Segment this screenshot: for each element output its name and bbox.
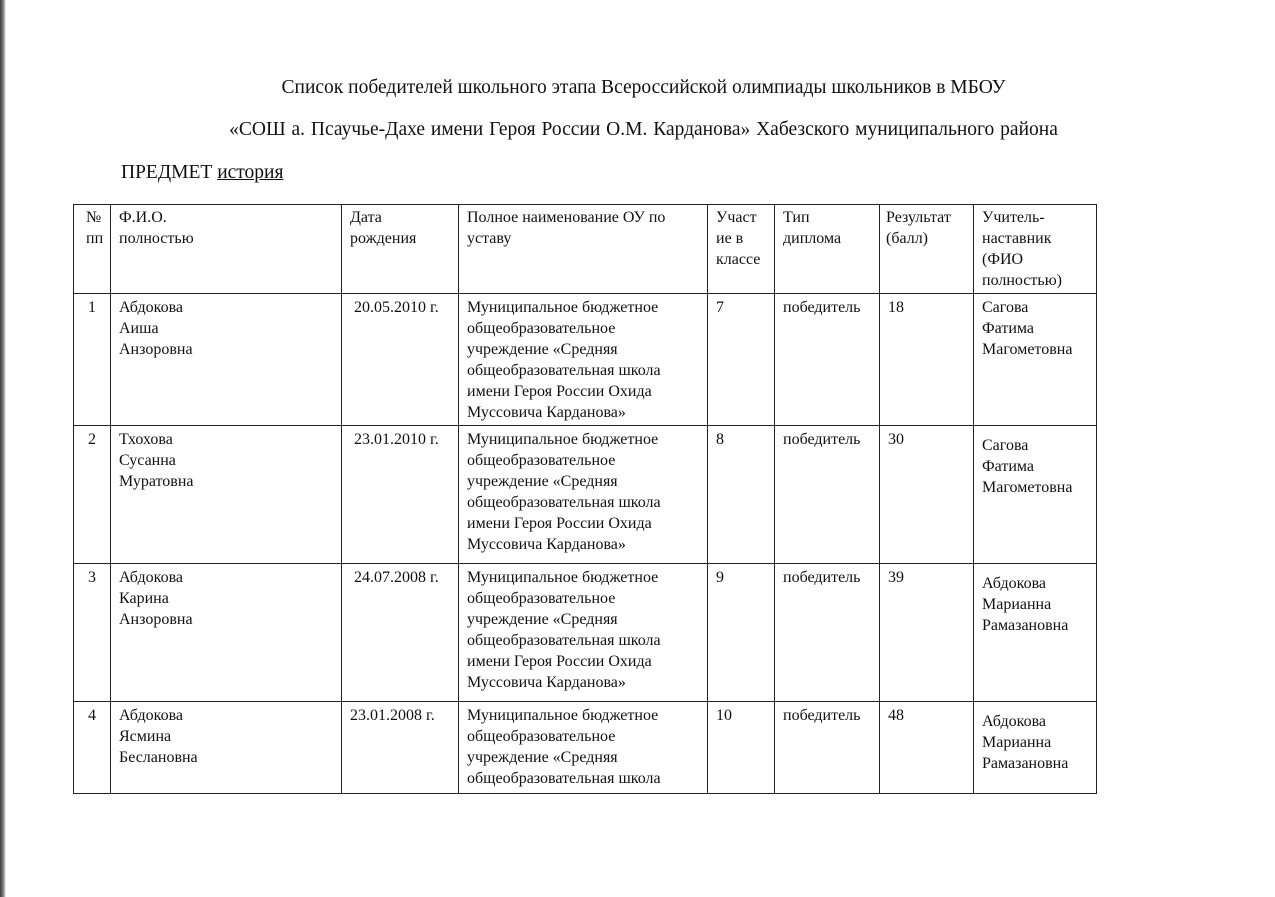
cell-score: 18: [880, 294, 974, 426]
cell-diploma: победитель: [775, 294, 880, 426]
cell-birth-date: 23.01.2008 г.: [342, 702, 459, 794]
col-header-score: Результат (балл): [880, 205, 974, 294]
table-row: [74, 426, 1097, 564]
cell-score: 48: [880, 702, 974, 794]
cell-name: Абдокова Карина Анзоровна: [111, 564, 342, 702]
table-row: [74, 702, 1097, 794]
cell-name: Абдокова Аиша Анзоровна: [111, 294, 342, 426]
subject-line: [121, 162, 283, 184]
subject-label: ПРЕДМЕТ: [121, 162, 213, 183]
cell-school: Муниципальное бюджетное общеобразовательное учреждение «Средняя общеобразовательная школа имени Героя России Охида Муссовича Карданова»: [459, 564, 708, 702]
cell-grade: 7: [708, 294, 775, 426]
cell-school: Муниципальное бюджетное общеобразовательное учреждение «Средняя общеобразовательная школа: [459, 702, 708, 794]
cell-grade: 9: [708, 564, 775, 702]
table-header-row: [74, 205, 1097, 294]
winners-table: [73, 204, 1097, 794]
cell-grade: 10: [708, 702, 775, 794]
cell-diploma: победитель: [775, 426, 880, 564]
cell-score: 39: [880, 564, 974, 702]
cell-birth-date: 23.01.2010 г.: [342, 426, 459, 564]
cell-teacher: Сагова Фатима Магометовна: [974, 426, 1097, 564]
col-header-number: № пп: [74, 205, 111, 294]
col-header-birth: Дата рождения: [342, 205, 459, 294]
cell-score: 30: [880, 426, 974, 564]
cell-diploma: победитель: [775, 702, 880, 794]
subject-value: история: [217, 162, 284, 183]
col-header-teacher: Учитель- наставник (ФИО полностью): [974, 205, 1097, 294]
document-title-line-1: Список победителей школьного этапа Всероссийской олимпиады школьников в МБОУ: [281, 77, 1006, 98]
cell-birth-date: 24.07.2008 г.: [342, 564, 459, 702]
col-header-school: Полное наименование ОУ по уставу: [459, 205, 708, 294]
cell-teacher: Сагова Фатима Магометовна: [974, 294, 1097, 426]
cell-number: 2: [74, 426, 111, 564]
table-row: [74, 294, 1097, 426]
table-row: [74, 564, 1097, 702]
cell-diploma: победитель: [775, 564, 880, 702]
cell-name: Абдокова Ясмина Беслановна: [111, 702, 342, 794]
cell-number: 1: [74, 294, 111, 426]
cell-number: 3: [74, 564, 111, 702]
col-header-name: Ф.И.О. полностью: [111, 205, 342, 294]
cell-number: 4: [74, 702, 111, 794]
cell-birth-date: 20.05.2010 г.: [342, 294, 459, 426]
cell-school: Муниципальное бюджетное общеобразовательное учреждение «Средняя общеобразовательная школа имени Героя России Охида Муссовича Карданова»: [459, 294, 708, 426]
cell-name: Тхохова Сусанна Муратовна: [111, 426, 342, 564]
cell-grade: 8: [708, 426, 775, 564]
document-title-line-2: «СОШ а. Псаучье-Дахе имени Героя России О.М. Карданова» Хабезского муниципального района: [229, 119, 1058, 140]
col-header-diploma: Тип диплома: [775, 205, 880, 294]
cell-teacher: Абдокова Марианна Рамазановна: [974, 564, 1097, 702]
col-header-grade: Участ ие в классе: [708, 205, 775, 294]
cell-school: Муниципальное бюджетное общеобразовательное учреждение «Средняя общеобразовательная школа имени Героя России Охида Муссовича Карданова»: [459, 426, 708, 564]
cell-teacher: Абдокова Марианна Рамазановна: [974, 702, 1097, 794]
